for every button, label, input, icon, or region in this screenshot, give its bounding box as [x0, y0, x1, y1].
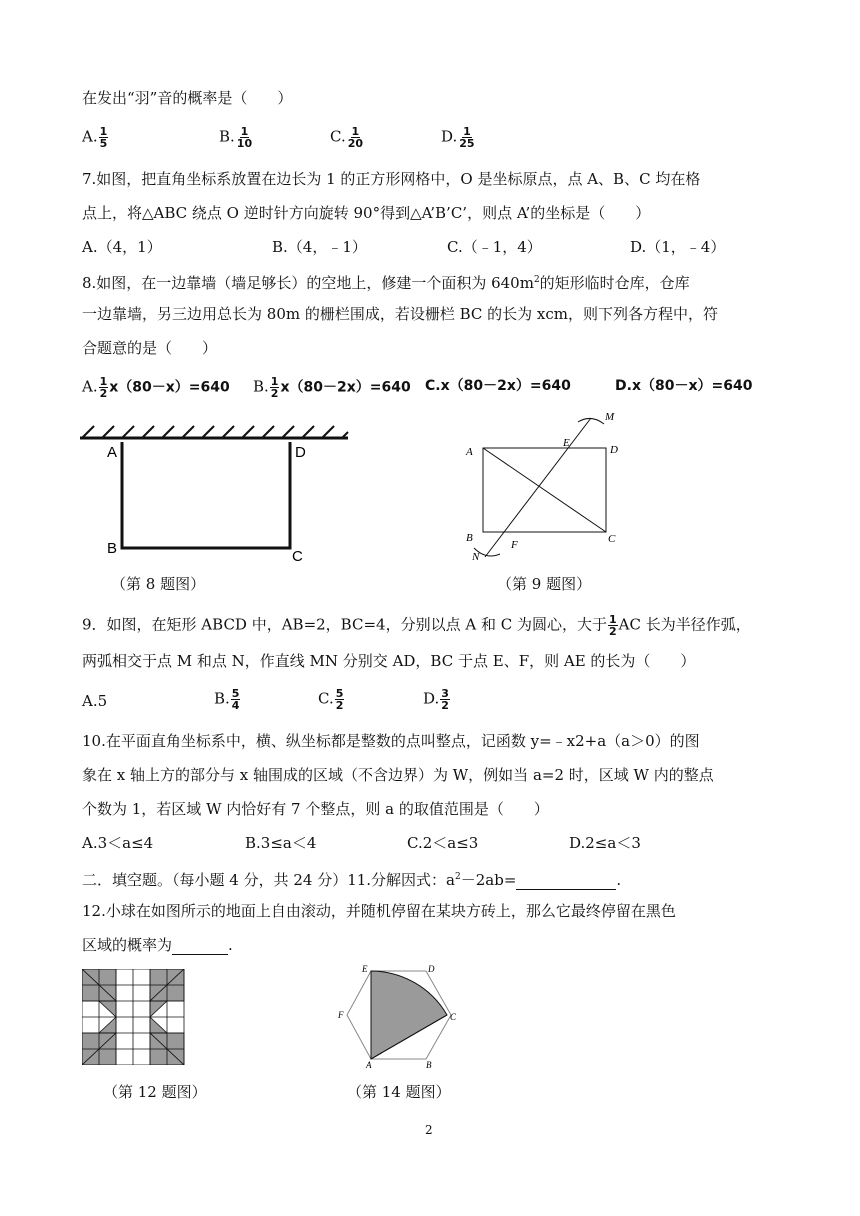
- q10-option-b: B.3≤a＜4: [245, 834, 317, 852]
- q7-option-b: B.（4，﹣1）: [272, 238, 367, 256]
- q6-option-c: C. $\frac{1}{20}$: [330, 125, 364, 150]
- q9-line-1: 9．如图，在矩形 ABCD 中，AB=2，BC=4，分别以点 A 和 C 为圆心，大于 $\frac{1}{2}$ AC 长为半径作弧，: [82, 613, 751, 638]
- q10-line-3: 个数为 1，若区域 W 内恰好有 7 个整点，则 a 的取值范围是（ ）: [82, 800, 549, 818]
- q9-option-d: D. $\frac{3}{2}$: [423, 687, 449, 712]
- q9-line-2: 两弧相交于点 M 和点 N，作直线 MN 分别交 AD，BC 于点 E、F，则 AE 的长为（ ）: [82, 652, 696, 670]
- label-a: A: [366, 1060, 372, 1068]
- label-c: C: [292, 548, 303, 565]
- q8-option-a: A. $\frac{1}{2}$ x（80－x）=640: [82, 375, 230, 400]
- q6-option-d: D. $\frac{1}{25}$: [441, 125, 475, 150]
- q12-line-2: 区域的概率为 .: [82, 936, 233, 954]
- q7-option-d: D.（1，﹣4）: [630, 238, 726, 256]
- q10-option-c: C.2＜a≤3: [407, 834, 479, 852]
- q10-line-1: 10.在平面直角坐标系中，横、纵坐标都是整数的点叫整点，记函数 y=﹣x2+a（a＞0）的图: [82, 732, 700, 750]
- label-a: A: [466, 446, 473, 458]
- label-f: F: [511, 539, 518, 551]
- q9-option-b: B. $\frac{5}{4}$: [214, 687, 240, 712]
- label-e: E: [362, 964, 368, 974]
- figure-9: [458, 408, 628, 563]
- q10-option-a: A.3＜a≤4: [82, 834, 154, 852]
- diagonal-ac: [483, 448, 606, 532]
- label-a: A: [107, 444, 118, 461]
- label-d: D: [428, 964, 435, 974]
- label-c: C: [450, 1012, 457, 1022]
- page-number: 2: [425, 1123, 433, 1137]
- q7-option-c: C.（﹣1，4）: [447, 238, 542, 256]
- label-d: D: [295, 444, 306, 461]
- q8-line-2: 一边靠墙，另三边用总长为 80m 的栅栏围成，若设栅栏 BC 的长为 xcm，则下列各方程中，符: [82, 305, 719, 323]
- label-n: N: [472, 551, 480, 563]
- q12-line-1: 12.小球在如图所示的地面上自由滚动，并随机停留在某块方砖上，那么它最终停留在黑色: [82, 902, 676, 920]
- label-e: E: [563, 437, 570, 449]
- wall-hatching: [82, 426, 348, 438]
- figure-12: [82, 969, 187, 1065]
- q8-line-3: 合题意的是（ ）: [82, 339, 218, 357]
- q8-option-c: C.x（80－2x）=640: [425, 378, 571, 394]
- label-d: D: [610, 444, 618, 456]
- q9-option-c: C. $\frac{5}{2}$: [318, 687, 344, 712]
- label-c: C: [608, 533, 616, 545]
- q6-option-a: A. $\frac{1}{5}$: [82, 125, 108, 150]
- figure-9-caption: （第 9 题图）: [497, 575, 592, 593]
- figure-14: [338, 962, 468, 1068]
- q6-option-b: B. $\frac{1}{10}$: [219, 125, 253, 150]
- q11-answer-blank[interactable]: [516, 871, 616, 890]
- q10-line-2: 象在 x 轴上方的部分与 x 轴围成的区域（不含边界）为 W，例如当 a=2 时，区域 W 内的整点: [82, 766, 714, 784]
- fence-rectangle: [122, 442, 290, 548]
- q12-answer-blank[interactable]: [172, 936, 228, 955]
- label-b: B: [426, 1060, 432, 1068]
- q7-line-1: 7.如图，把直角坐标系放置在边长为 1 的正方形网格中，O 是坐标原点，点 A、B、C 均在格: [82, 170, 701, 188]
- line-mn: [485, 418, 591, 557]
- label-b: B: [466, 532, 473, 544]
- label-f: F: [338, 1010, 344, 1020]
- label-m: M: [605, 411, 615, 423]
- arc-m: [578, 418, 604, 424]
- q8-line-1: 8.如图，在一边靠墙（墙足够长）的空地上，修建一个面积为 $640m^2$的矩形临时仓库，仓库: [82, 274, 690, 292]
- q8-option-b: B. $\frac{1}{2}$ x（80－2x）=640: [253, 375, 411, 400]
- q8-option-d: D.x（80－x）=640: [615, 378, 753, 394]
- figure-14-caption: （第 14 题图）: [347, 1083, 451, 1101]
- section-2-heading: 二．填空题。（每小题 4 分，共 24 分）11.分解因式：$a^2-2ab=$ .: [82, 871, 622, 889]
- q7-line-2: 点上，将△ABC 绕点 O 逆时针方向旋转 90°得到△A’B’C’，则点 A’的坐标是（ ）: [82, 204, 651, 222]
- sector: [371, 971, 447, 1059]
- figure-8: [80, 415, 355, 565]
- q10-option-d: D.2≤a＜3: [569, 834, 641, 852]
- figure-8-caption: （第 8 题图）: [111, 575, 206, 593]
- q9-option-a: A.5: [82, 692, 108, 710]
- q7-option-a: A.（4，1）: [82, 238, 162, 256]
- figure-12-caption: （第 12 题图）: [103, 1083, 207, 1101]
- label-b: B: [107, 540, 118, 557]
- q6-stem-tail: 在发出“羽”音的概率是（ ）: [82, 89, 293, 107]
